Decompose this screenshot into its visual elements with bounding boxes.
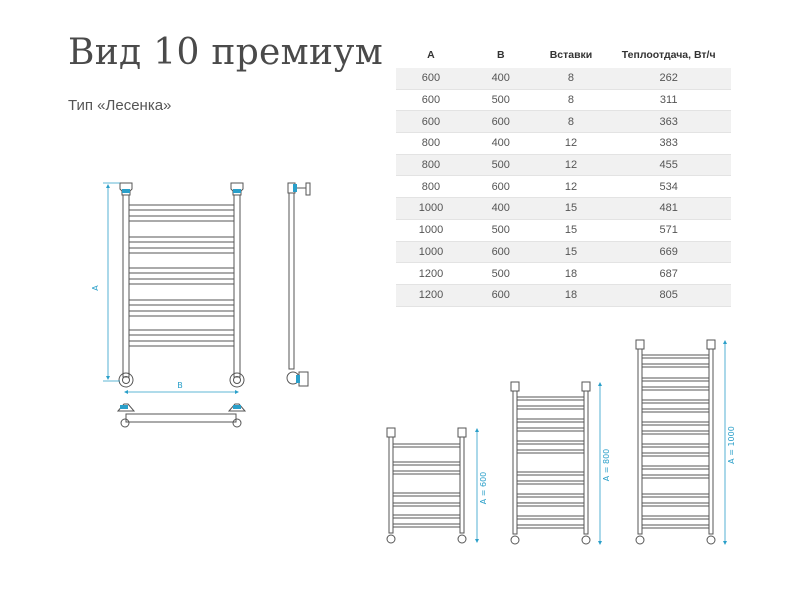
- cell-inserts: 18: [536, 284, 607, 306]
- cell-b: 500: [466, 219, 536, 241]
- cell-inserts: 12: [536, 133, 607, 155]
- cell-b: 400: [466, 68, 536, 89]
- cell-heat-output: 455: [606, 154, 731, 176]
- cell-b: 600: [466, 111, 536, 133]
- cell-inserts: 8: [536, 68, 607, 89]
- cell-b: 400: [466, 198, 536, 220]
- cell-a: 800: [396, 133, 466, 155]
- cell-heat-output: 534: [606, 176, 731, 198]
- cell-heat-output: 687: [606, 263, 731, 285]
- front-view-rungs: [129, 205, 234, 346]
- height-dimension-label: A: [91, 285, 100, 291]
- cell-inserts: 15: [536, 241, 607, 263]
- cell-inserts: 8: [536, 89, 607, 111]
- cell-a: 1000: [396, 241, 466, 263]
- cell-inserts: 8: [536, 111, 607, 133]
- cell-b: 500: [466, 154, 536, 176]
- cell-heat-output: 383: [606, 133, 731, 155]
- cell-a: 600: [396, 68, 466, 89]
- cell-a: 1000: [396, 198, 466, 220]
- cell-b: 500: [466, 89, 536, 111]
- cell-a: 600: [396, 111, 466, 133]
- cell-inserts: 12: [536, 154, 607, 176]
- radiator-1000-drawing: [636, 340, 715, 544]
- front-view-drawing: [119, 183, 244, 387]
- radiator-600-dimension: [477, 430, 488, 541]
- size-1000-label: A = 1000: [727, 426, 736, 464]
- cell-heat-output: 571: [606, 219, 731, 241]
- cell-b: 600: [466, 176, 536, 198]
- cell-a: 1000: [396, 219, 466, 241]
- cell-a: 1200: [396, 263, 466, 285]
- column-header-b: B: [496, 49, 505, 61]
- cell-inserts: 15: [536, 219, 607, 241]
- radiator-800-drawing: [511, 382, 590, 544]
- size-800-label: A = 800: [602, 448, 611, 482]
- top-view-drawing: [118, 404, 245, 427]
- cell-inserts: 12: [536, 176, 607, 198]
- cell-inserts: 15: [536, 198, 607, 220]
- cell-a: 800: [396, 154, 466, 176]
- cell-heat-output: 805: [606, 284, 731, 306]
- cell-heat-output: 669: [606, 241, 731, 263]
- cell-b: 600: [466, 284, 536, 306]
- cell-b: 400: [466, 133, 536, 155]
- width-dimension: [126, 381, 237, 392]
- page-subtitle: Тип «Лесенка»: [68, 97, 172, 114]
- cell-b: 500: [466, 263, 536, 285]
- cell-heat-output: 311: [606, 89, 731, 111]
- width-dimension-label: B: [177, 381, 183, 390]
- cell-heat-output: 262: [606, 68, 731, 89]
- radiator-600-drawing: [387, 428, 466, 543]
- cell-heat-output: 363: [606, 111, 731, 133]
- size-600-label: A = 600: [479, 471, 488, 505]
- radiator-1000-dimension: [725, 342, 736, 543]
- radiator-800-dimension: [600, 384, 611, 543]
- cell-inserts: 18: [536, 263, 607, 285]
- cell-a: 600: [396, 89, 466, 111]
- cell-heat-output: 481: [606, 198, 731, 220]
- cell-b: 600: [466, 241, 536, 263]
- cell-a: 1200: [396, 284, 466, 306]
- column-header-a: A: [427, 49, 435, 61]
- side-view-drawing: [287, 183, 310, 386]
- column-header-inserts: Вставки: [549, 49, 593, 61]
- cell-a: 800: [396, 176, 466, 198]
- page-title: Вид 10 премиум: [68, 32, 384, 73]
- column-header-heat-output: Теплоотдача, Вт/ч: [621, 49, 716, 61]
- height-dimension: [91, 183, 120, 381]
